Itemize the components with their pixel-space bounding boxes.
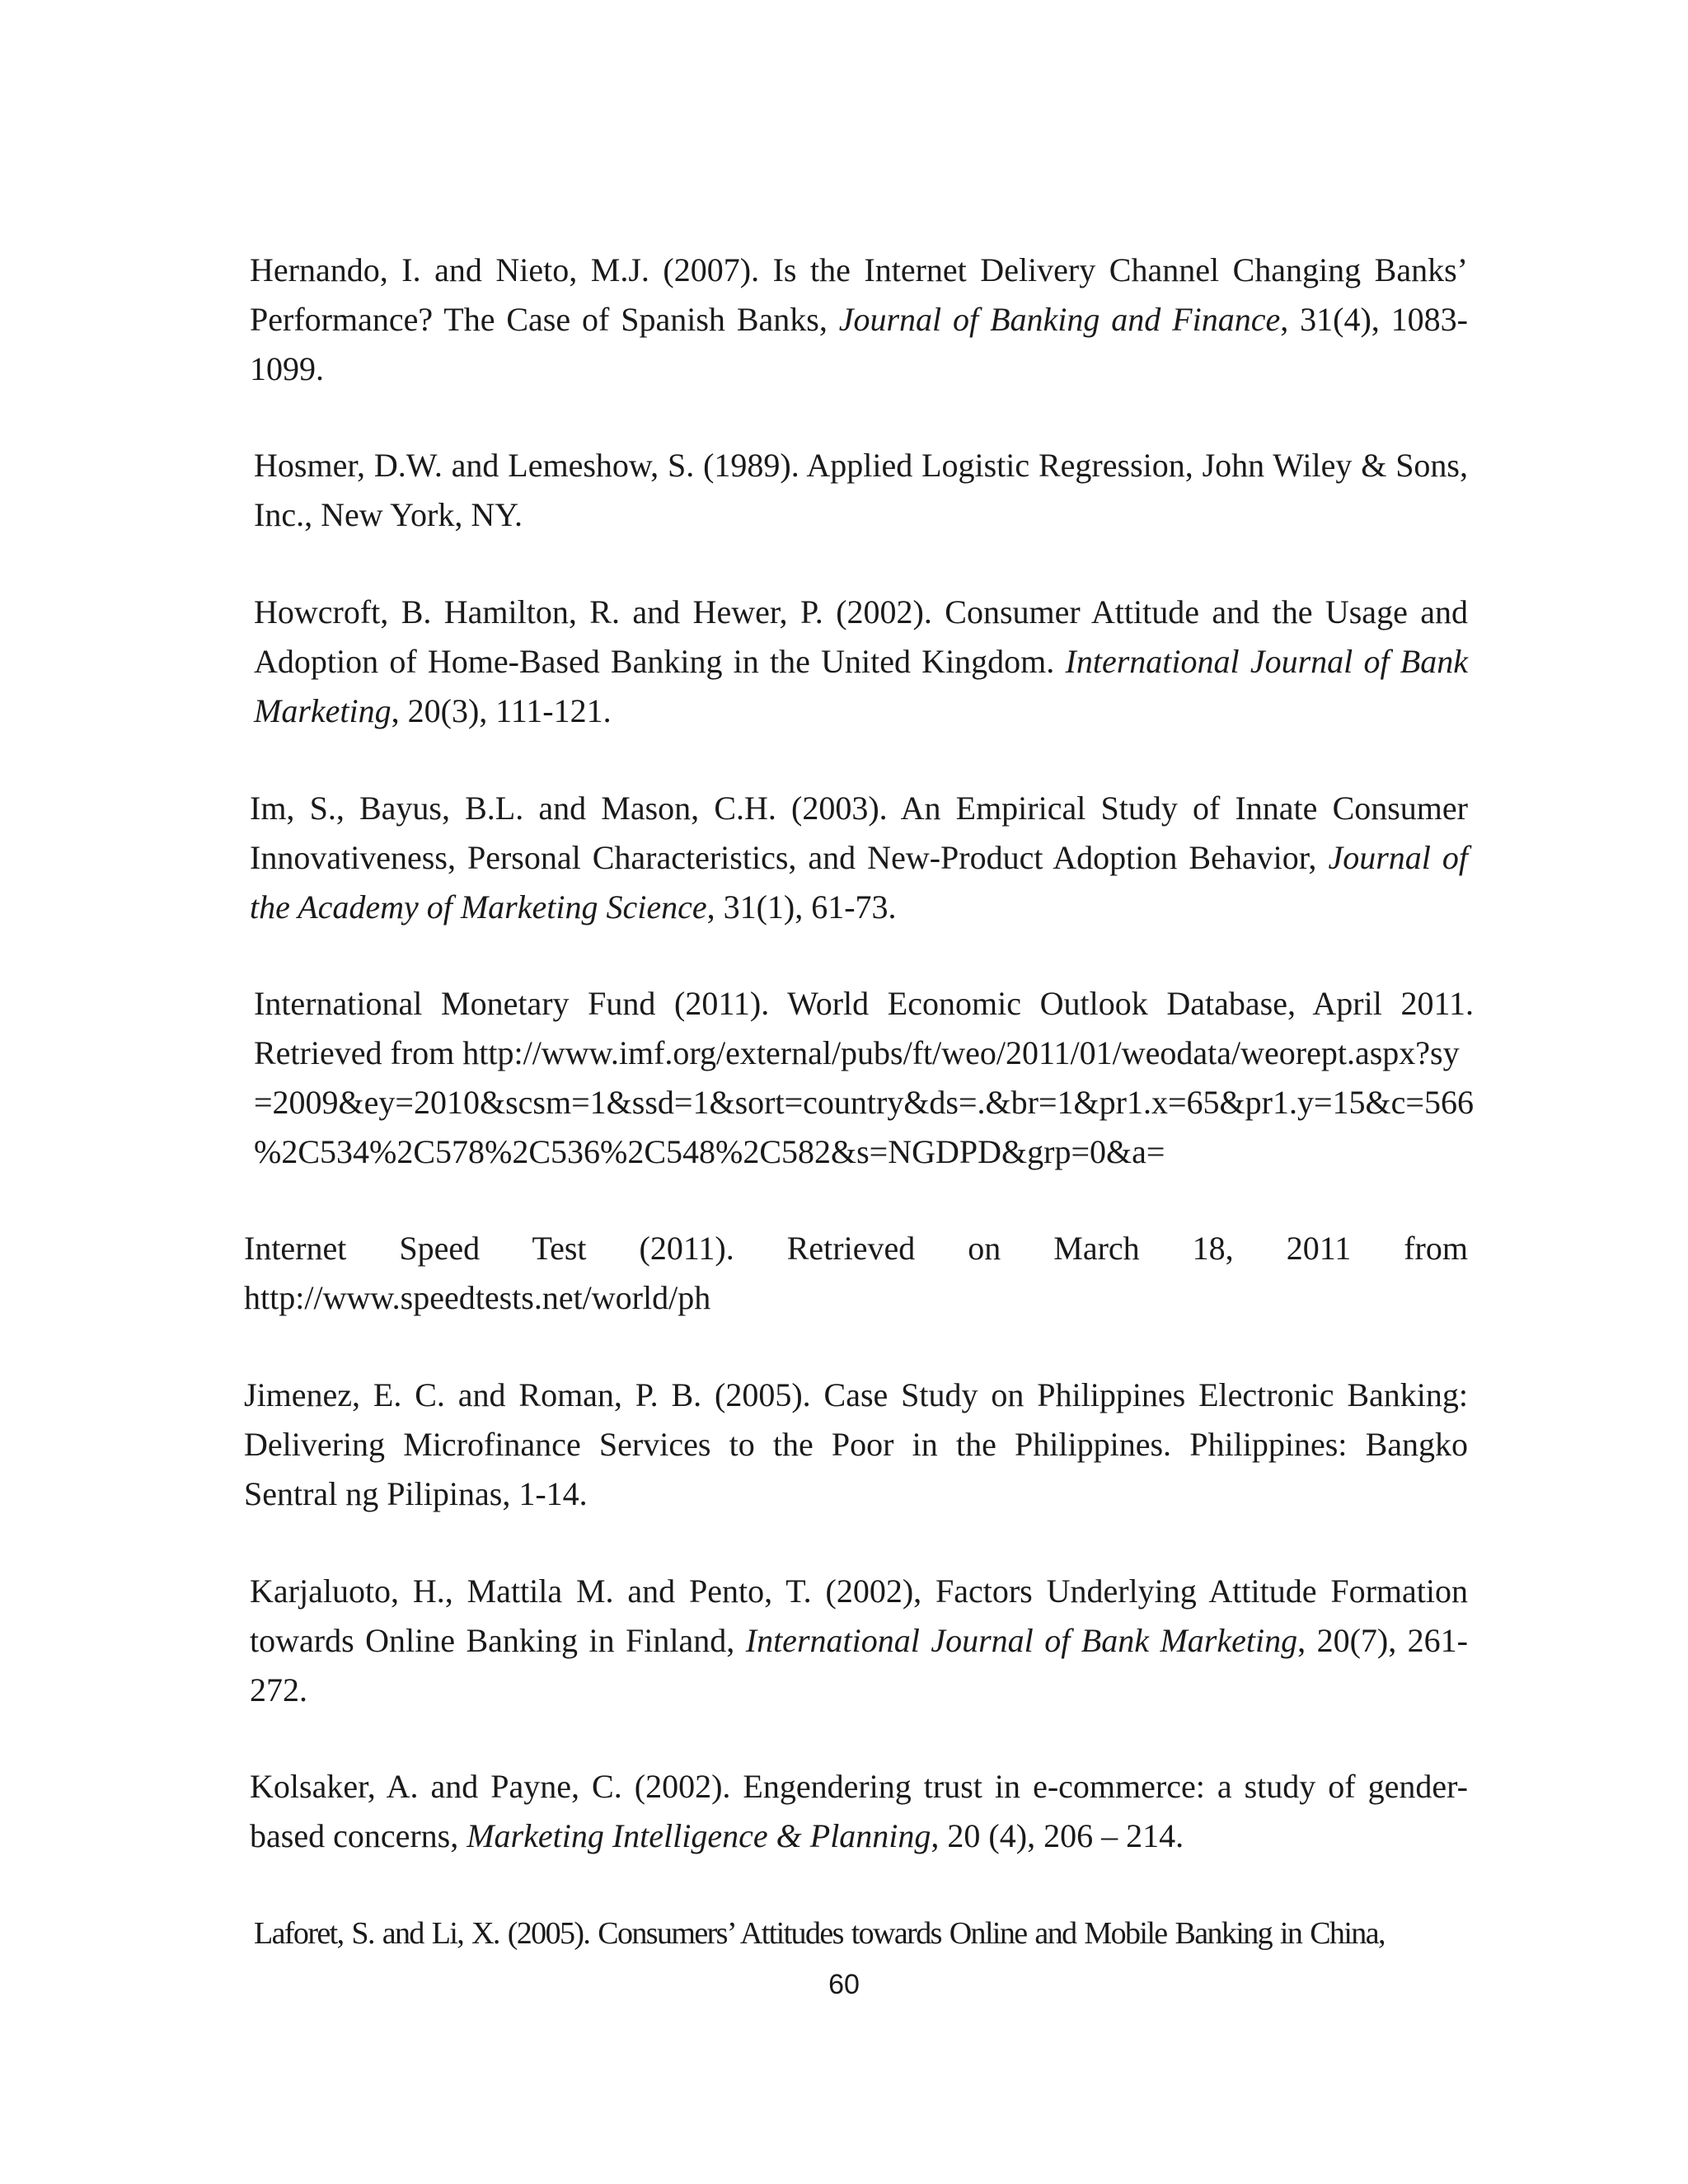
reference-laforet xyxy=(254,1909,1468,1958)
reference-text: , 31(4), 1083-1099. xyxy=(250,301,1468,387)
reference-journal-title: International Journal of Bank Marketing xyxy=(254,643,1468,729)
reference-text: , 20(3), 111-121. xyxy=(391,692,612,729)
reference-text: Kolsaker, A. and Payne, C. (2002). Engendering trust in e-commerce: a study of gender-based concerns, xyxy=(250,1768,1468,1854)
page-number: 60 xyxy=(828,1969,860,2000)
reference-imf-line-2: Retrieved from http://www.imf.org/external/pubs/ft/weo/2011/01/weodata/weorept.aspx?sy xyxy=(254,1034,1460,1071)
reference-hosmer xyxy=(254,441,1468,540)
reference-text: Hosmer, D.W. and Lemeshow, S. (1989). Applied Logistic Regression, John Wiley & Sons, Inc., New York, NY. xyxy=(254,447,1468,533)
reference-text: , 20 (4), 206 – 214. xyxy=(931,1817,1184,1854)
reference-text: Jimenez, E. C. and Roman, P. B. (2005). Case Study on Philippines Electronic Banking: Delivering Microfinance Services to the Poor in the Philippines. Philippines: Bangko Sentral ng Pilipinas, 1-14. xyxy=(244,1376,1468,1512)
reference-text: Im, S., Bayus, B.L. and Mason, C.H. (2003). An Empirical Study of Innate Consumer Innovativeness, Personal Characteristics, and New-Product Adoption Behavior, xyxy=(250,790,1468,876)
reference-hernando xyxy=(250,246,1468,394)
reference-karjaluoto xyxy=(250,1567,1468,1715)
reference-jimenez xyxy=(244,1371,1468,1519)
reference-kolsaker xyxy=(250,1762,1468,1861)
reference-journal-title: Journal of the Academy of Marketing Science xyxy=(250,839,1468,926)
reference-im xyxy=(250,784,1468,932)
reference-journal-title: Marketing Intelligence & Planning xyxy=(467,1817,931,1854)
reference-journal-title: Journal of Banking and Finance xyxy=(838,301,1281,338)
reference-text: , 31(1), 61-73. xyxy=(706,888,897,926)
reference-speedtest-line-2: http://www.speedtests.net/world/ph xyxy=(244,1279,711,1316)
reference-speedtest-line-1: Internet Speed Test (2011). Retrieved on March 18, 2011 from xyxy=(244,1230,1468,1267)
reference-howcroft xyxy=(254,588,1468,736)
reference-imf-line-4: %2C534%2C578%2C536%2C548%2C582&s=NGDPD&grp=0&a= xyxy=(254,1133,1165,1170)
reference-imf-line-1: International Monetary Fund (2011). World Economic Outlook Database, April 2011. xyxy=(254,985,1474,1022)
reference-text: , 20(7), 261-272. xyxy=(250,1622,1468,1708)
reference-text: Karjaluoto, H., Mattila M. and Pento, T. (2002), Factors Underlying Attitude Formation towards Online Banking in Finland, xyxy=(250,1572,1468,1659)
reference-imf xyxy=(254,979,1474,1177)
reference-text: Hernando, I. and Nieto, M.J. (2007). Is the Internet Delivery Channel Changing Banks’ Performance? The Case of Spanish Banks, xyxy=(250,251,1468,338)
reference-text: Laforet, S. and Li, X. (2005). Consumers’ Attitudes towards Online and Mobile Banking in China, xyxy=(254,1916,1385,1951)
reference-imf-line-3: =2009&ey=2010&scsm=1&ssd=1&sort=country&ds=.&br=1&pr1.x=65&pr1.y=15&c=566 xyxy=(254,1084,1474,1121)
reference-journal-title: International Journal of Bank Marketing xyxy=(745,1622,1298,1659)
reference-text: Howcroft, B. Hamilton, R. and Hewer, P. (2002). Consumer Attitude and the Usage and Adoption of Home-Based Banking in the United Kingdom. xyxy=(254,593,1468,680)
reference-speedtest xyxy=(244,1224,1468,1323)
